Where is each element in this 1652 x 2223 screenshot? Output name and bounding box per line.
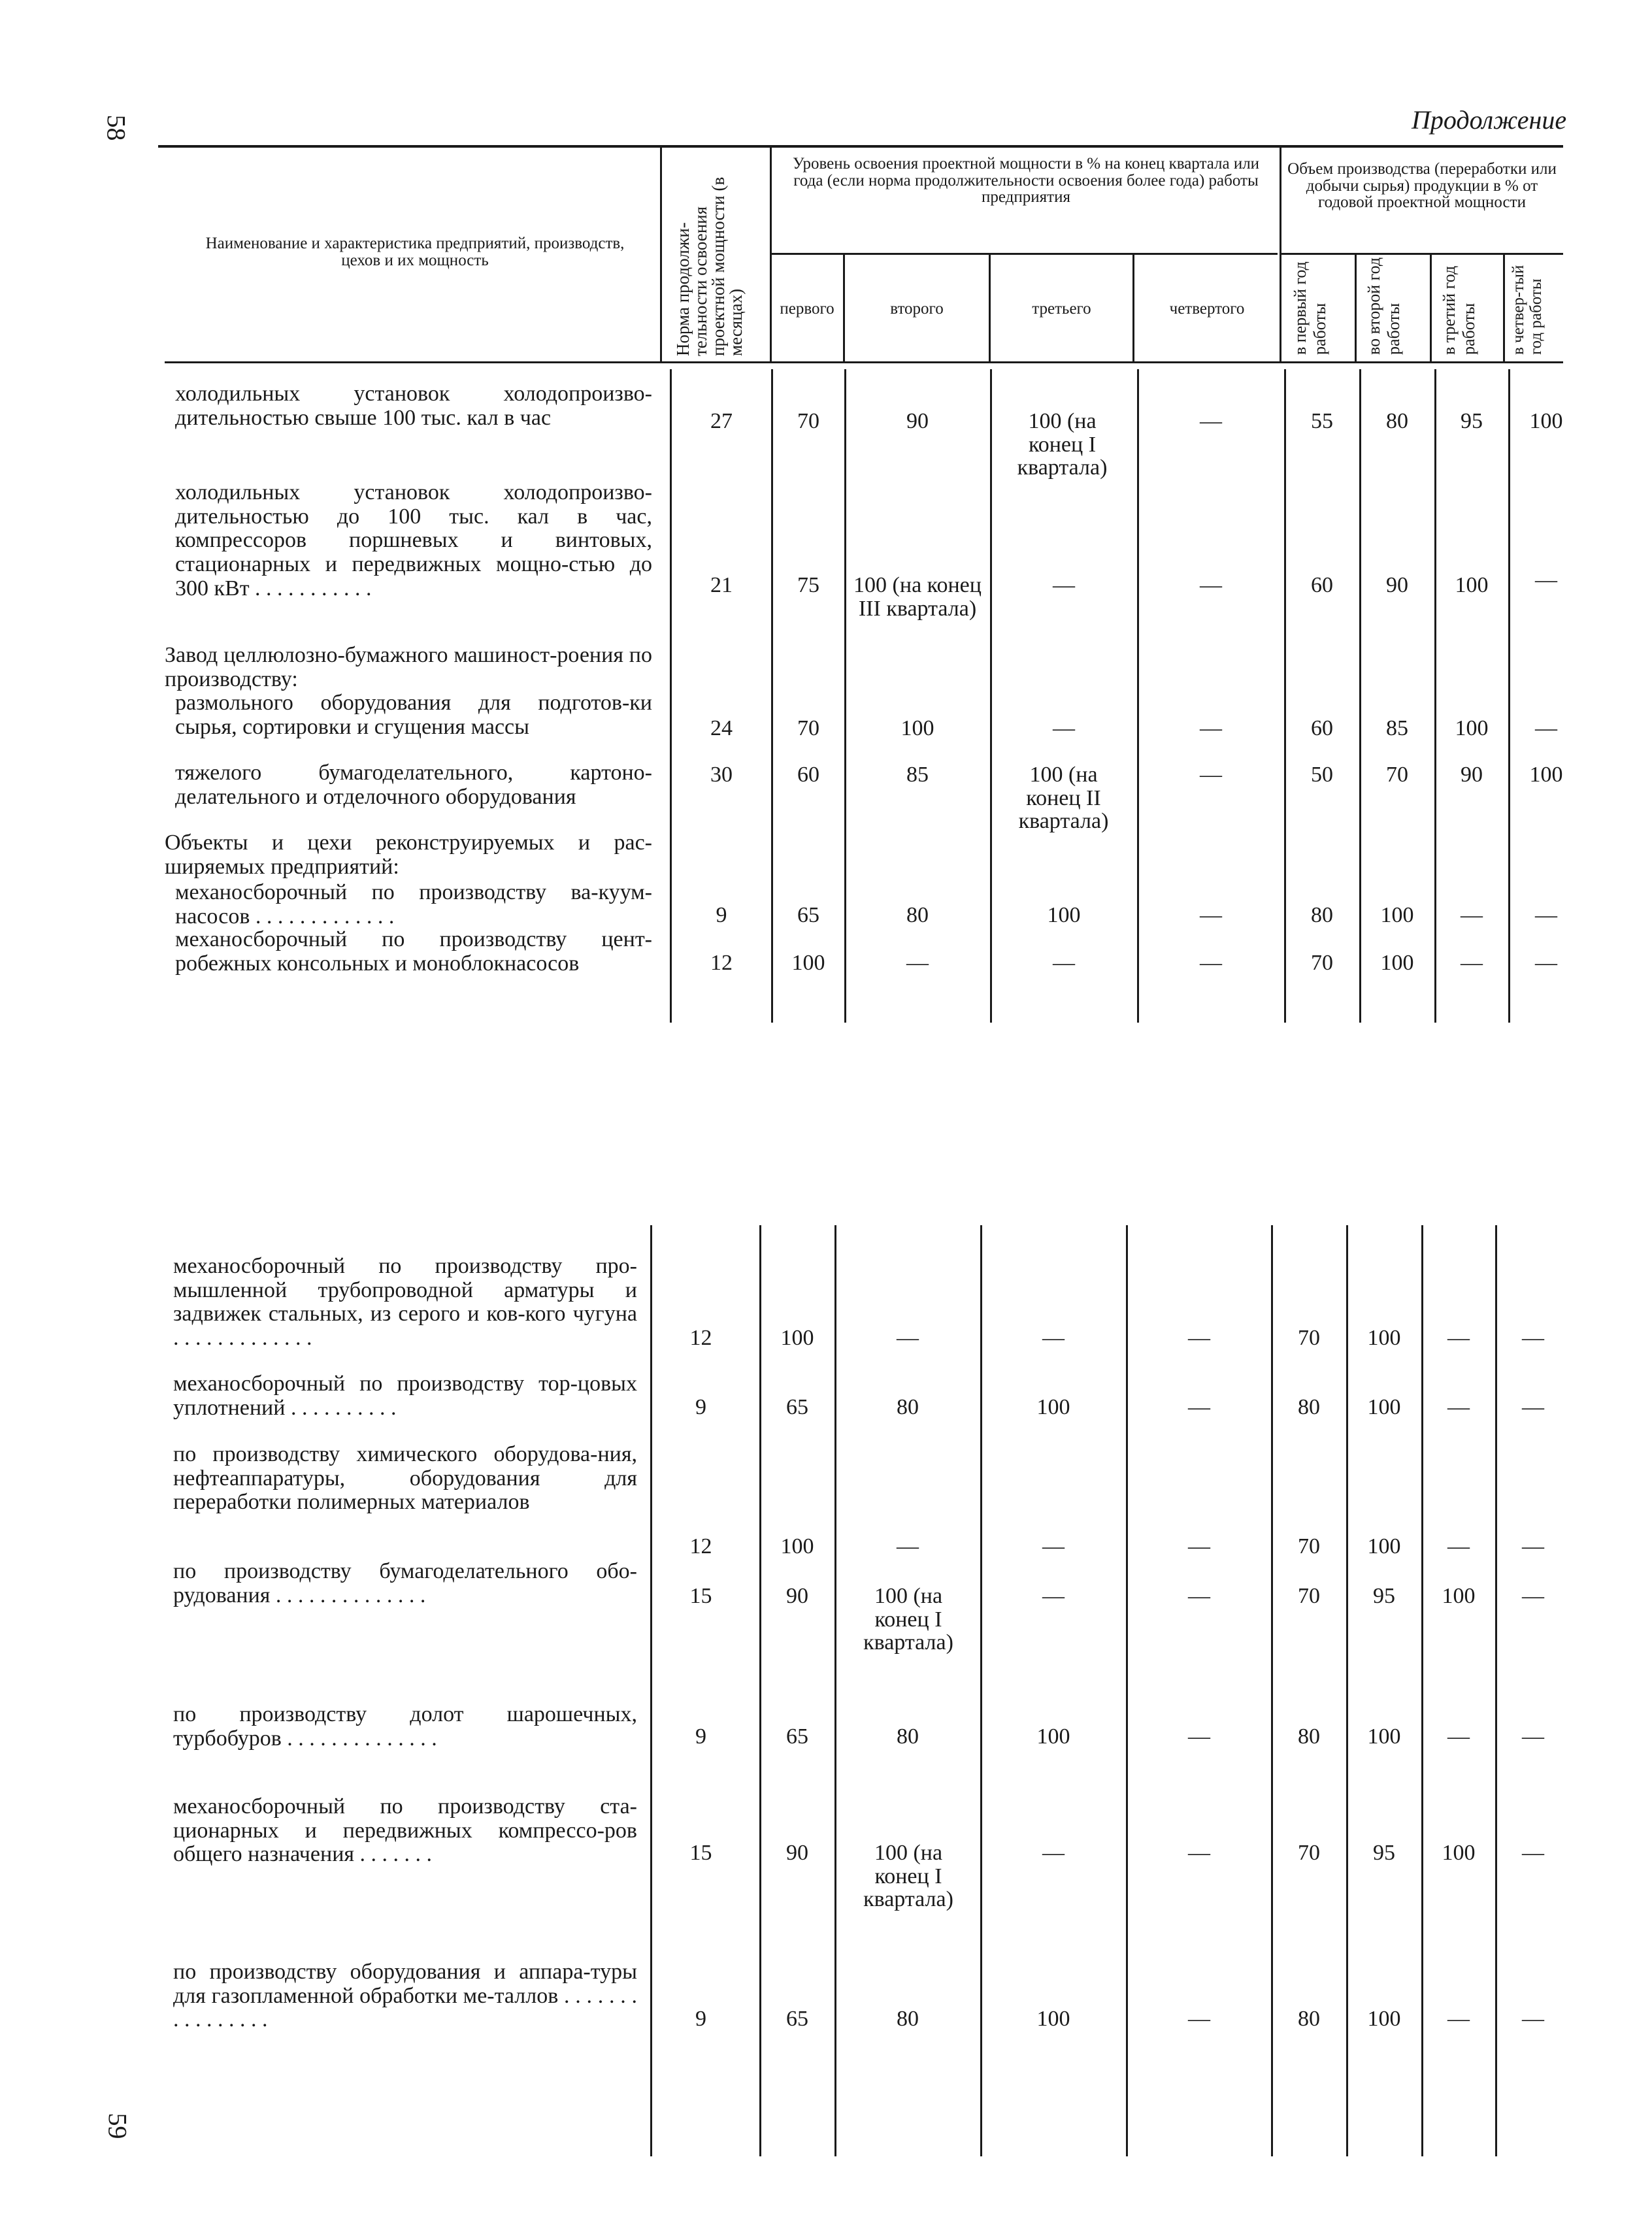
volume-2-cell: 80 (1386, 409, 1408, 433)
level-4-cell: — (1188, 1534, 1210, 1558)
level-2-cell: 90 (906, 409, 929, 433)
level-3-cell: — (1042, 1841, 1065, 1865)
section-heading: Завод целлюлозно-бумажного машиност-роения по производству: (165, 643, 652, 691)
level-1-cell: 100 (791, 951, 825, 975)
table-row-name: механосборочный по производству про-мышленной трубопроводной арматуры и задвижек стальных, из серого и ков-кого чугуна . . . . . . . . . . . . . (173, 1254, 637, 1351)
top-header-vline (1355, 255, 1357, 363)
level-4-cell: — (1200, 951, 1222, 975)
level-3-cell: 100 (на конец II квартала) (1018, 763, 1109, 834)
level-1-cell: 100 (780, 1326, 814, 1350)
level-4-cell: — (1200, 903, 1222, 927)
volume-2-cell: 100 (1367, 1326, 1401, 1350)
section-heading: Объекты и цехи реконструируемых и рас-ширяемых предприятий: (165, 831, 652, 879)
header-level-col-3: третьего (1032, 300, 1091, 318)
level-3-cell: — (1053, 951, 1075, 975)
table-row-name: механосборочный по производству ва-куум-насосов . . . . . . . . . . . . . (175, 880, 652, 929)
header-level-col-4: четвертого (1169, 300, 1245, 318)
volume-3-cell: — (1447, 1326, 1470, 1350)
volume-3-cell: 100 (1455, 573, 1489, 597)
volume-4-cell: — (1522, 1395, 1544, 1419)
volume-4-cell: — (1522, 1724, 1544, 1749)
norm-cell: 9 (695, 1724, 706, 1749)
header-level-group: Уровень освоения проектной мощности в % на конец квартала или года (если норма продолжительности освоения более года) работы предприятия (792, 155, 1260, 206)
volume-2-cell: 95 (1373, 1841, 1395, 1865)
level-4-cell: — (1200, 573, 1222, 597)
level-2-cell: 100 (900, 716, 934, 740)
volume-4-cell: — (1535, 951, 1557, 975)
level-3-cell: — (1053, 573, 1075, 597)
volume-3-cell: 100 (1442, 1584, 1476, 1608)
level-3-cell: 100 (1036, 1724, 1070, 1749)
volume-1-cell: 80 (1298, 2007, 1320, 2031)
volume-2-cell: 100 (1367, 1534, 1401, 1558)
level-4-cell: — (1200, 409, 1222, 433)
norm-cell: 15 (689, 1841, 712, 1865)
level-1-cell: 65 (786, 2007, 808, 2031)
volume-4-cell: 100 (1529, 409, 1563, 433)
level-4-cell: — (1188, 1724, 1210, 1749)
volume-2-cell: 70 (1386, 763, 1408, 787)
level-4-cell: — (1188, 1584, 1210, 1608)
volume-3-cell: — (1461, 903, 1483, 927)
volume-1-cell: 55 (1311, 409, 1333, 433)
top-header-vline (1280, 148, 1281, 363)
volume-1-cell: 60 (1311, 573, 1333, 597)
level-4-cell: — (1188, 1395, 1210, 1419)
volume-2-cell: 90 (1386, 573, 1408, 597)
volume-1-cell: 70 (1298, 1841, 1320, 1865)
volume-2-cell: 95 (1373, 1584, 1395, 1608)
level-2-cell: 80 (897, 2007, 919, 2031)
volume-3-cell: — (1447, 1534, 1470, 1558)
header-volume-col-3: в третий год работы (1440, 265, 1478, 355)
volume-4-cell: — (1522, 1841, 1544, 1865)
top-header-vline (1503, 255, 1505, 363)
level-2-cell: 85 (906, 763, 929, 787)
volume-1-cell: 70 (1298, 1584, 1320, 1608)
level-1-cell: 100 (780, 1534, 814, 1558)
volume-4-cell: — (1535, 716, 1557, 740)
top-header-vline (1430, 255, 1432, 363)
volume-4-cell: — (1522, 1326, 1544, 1350)
table-row-name: по производству химического оборудова-ния, нефтеаппаратуры, оборудования для переработки полимерных материалов (173, 1442, 637, 1515)
volume-4-cell: — (1535, 568, 1557, 592)
norm-cell: 9 (695, 2007, 706, 2031)
level-1-cell: 90 (786, 1584, 808, 1608)
volume-3-cell: 95 (1461, 409, 1483, 433)
header-level-col-1: первого (780, 300, 834, 318)
volume-1-cell: 80 (1298, 1395, 1320, 1419)
volume-4-cell: — (1535, 903, 1557, 927)
level-3-cell: — (1042, 1326, 1065, 1350)
volume-1-cell: 70 (1298, 1534, 1320, 1558)
norm-cell: 24 (710, 716, 733, 740)
volume-2-cell: 100 (1380, 903, 1414, 927)
norm-cell: 27 (710, 409, 733, 433)
level-3-cell: 100 (1036, 1395, 1070, 1419)
norm-cell: 9 (716, 903, 727, 927)
level-1-cell: 65 (786, 1724, 808, 1749)
volume-4-cell: 100 (1529, 763, 1563, 787)
level-1-cell: 65 (797, 903, 819, 927)
volume-2-cell: 100 (1367, 1395, 1401, 1419)
volume-3-cell: 90 (1461, 763, 1483, 787)
volume-1-cell: 80 (1298, 1724, 1320, 1749)
volume-3-cell: — (1447, 2007, 1470, 2031)
level-1-cell: 75 (797, 573, 819, 597)
volume-2-cell: 85 (1386, 716, 1408, 740)
level-1-cell: 70 (797, 716, 819, 740)
volume-3-cell: — (1447, 1724, 1470, 1749)
header-volume-group: Объем производства (переработки или добычи сырья) продукции в % от годовой проектной мощности (1287, 160, 1557, 211)
level-3-cell: — (1042, 1584, 1065, 1608)
table-row-name: механосборочный по производству тор-цовых уплотнений . . . . . . . . . . (173, 1372, 637, 1420)
header-level-col-2: второго (890, 300, 944, 318)
header-volume-col-1: в первый год работы (1291, 261, 1329, 355)
norm-cell: 15 (689, 1584, 712, 1608)
volume-group-rule (1281, 253, 1563, 255)
header-volume-col-2: во второй год работы (1364, 257, 1403, 355)
level-1-cell: 65 (786, 1395, 808, 1419)
volume-4-cell: — (1522, 2007, 1544, 2031)
level-4-cell: — (1188, 1326, 1210, 1350)
level-4-cell: — (1188, 2007, 1210, 2031)
header-norm-col: Норма продолжи-тельности освоения проектной мощности (в месяцах) (673, 176, 746, 356)
table-row-name: механосборочный по производству цент-робежных консольных и моноблокнасосов (175, 927, 652, 976)
header-volume-col-4: в четвер-тый год работы (1510, 265, 1545, 355)
page-number-bottom: 59 (103, 2113, 133, 2139)
volume-1-cell: 60 (1311, 716, 1333, 740)
norm-cell: 9 (695, 1395, 706, 1419)
volume-2-cell: 100 (1367, 1724, 1401, 1749)
volume-2-cell: 100 (1367, 2007, 1401, 2031)
table-row-name: размольного оборудования для подготов-ки сырья, сортировки и сгущения массы (175, 691, 652, 739)
level-3-cell: — (1042, 1534, 1065, 1558)
level-2-cell: — (897, 1534, 919, 1558)
table-row-name: холодильных установок холодопроизво-дительностью до 100 тыс. кал в час, компрессоров поршневых и винтовых, стационарных и передвижных мощно-стью до 300 кВт . . . . . . . . . . . (175, 480, 652, 601)
norm-cell: 12 (710, 951, 733, 975)
level-group-rule (771, 253, 1278, 255)
top-header-vline (770, 148, 772, 363)
volume-3-cell: — (1461, 951, 1483, 975)
level-3-cell: 100 (1047, 903, 1081, 927)
top-header-vline (660, 148, 662, 363)
level-2-cell: — (897, 1326, 919, 1350)
volume-2-cell: 100 (1380, 951, 1414, 975)
level-4-cell: — (1188, 1841, 1210, 1865)
level-4-cell: — (1200, 716, 1222, 740)
level-3-cell: 100 (1036, 2007, 1070, 2031)
level-2-cell: — (906, 951, 929, 975)
volume-3-cell: 100 (1455, 716, 1489, 740)
level-2-cell: 100 (на конец III квартала) (853, 573, 982, 621)
table-row-name: тяжелого бумагоделательного, картоно-делательного и отделочного оборудования (175, 761, 652, 809)
level-2-cell: 80 (906, 903, 929, 927)
table-row-name: по производству долот шарошечных, турбобуров . . . . . . . . . . . . . . (173, 1702, 637, 1751)
level-4-cell: — (1200, 763, 1222, 787)
top-table-top-rule (158, 145, 1563, 148)
level-2-cell: 80 (897, 1724, 919, 1749)
level-2-cell: 100 (на конец I квартала) (863, 1841, 953, 1912)
volume-3-cell: 100 (1442, 1841, 1476, 1865)
level-1-cell: 60 (797, 763, 819, 787)
volume-4-cell: — (1522, 1534, 1544, 1558)
table-row-name: механосборочный по производству ста-ционарных и передвижных компрессо-ров общего назначения . . . . . . . (173, 1794, 637, 1867)
table-row-name: по производству оборудования и аппара-туры для газопламенной обработки ме-таллов . . . . . . . . . . . . . . . . (173, 1960, 637, 2032)
norm-cell: 12 (689, 1534, 712, 1558)
level-1-cell: 90 (786, 1841, 808, 1865)
volume-1-cell: 70 (1311, 951, 1333, 975)
level-2-cell: 80 (897, 1395, 919, 1419)
top-table-header-rule (165, 361, 1563, 363)
bottom-body-vline (650, 1225, 652, 2156)
norm-cell: 21 (710, 573, 733, 597)
header-name-col: Наименование и характеристика предприятий, производств, цехов и их мощность (205, 235, 625, 270)
norm-cell: 30 (710, 763, 733, 787)
level-3-cell: 100 (на конец I квартала) (1017, 409, 1108, 480)
norm-cell: 12 (689, 1326, 712, 1350)
volume-1-cell: 80 (1311, 903, 1333, 927)
level-3-cell: — (1053, 716, 1075, 740)
top-body-vline (670, 369, 672, 1023)
table-row-name: холодильных установок холодопроизво-дительностью свыше 100 тыс. кал в час (175, 382, 652, 430)
table-row-name: по производству бумагоделательного обо-рудования . . . . . . . . . . . . . . (173, 1559, 637, 1607)
continuation-label: Продолжение (1412, 105, 1567, 135)
page-number-top: 58 (101, 114, 131, 141)
volume-3-cell: — (1447, 1395, 1470, 1419)
volume-1-cell: 70 (1298, 1326, 1320, 1350)
volume-4-cell: — (1522, 1584, 1544, 1608)
volume-1-cell: 50 (1311, 763, 1333, 787)
level-1-cell: 70 (797, 409, 819, 433)
level-2-cell: 100 (на конец I квартала) (863, 1584, 953, 1655)
